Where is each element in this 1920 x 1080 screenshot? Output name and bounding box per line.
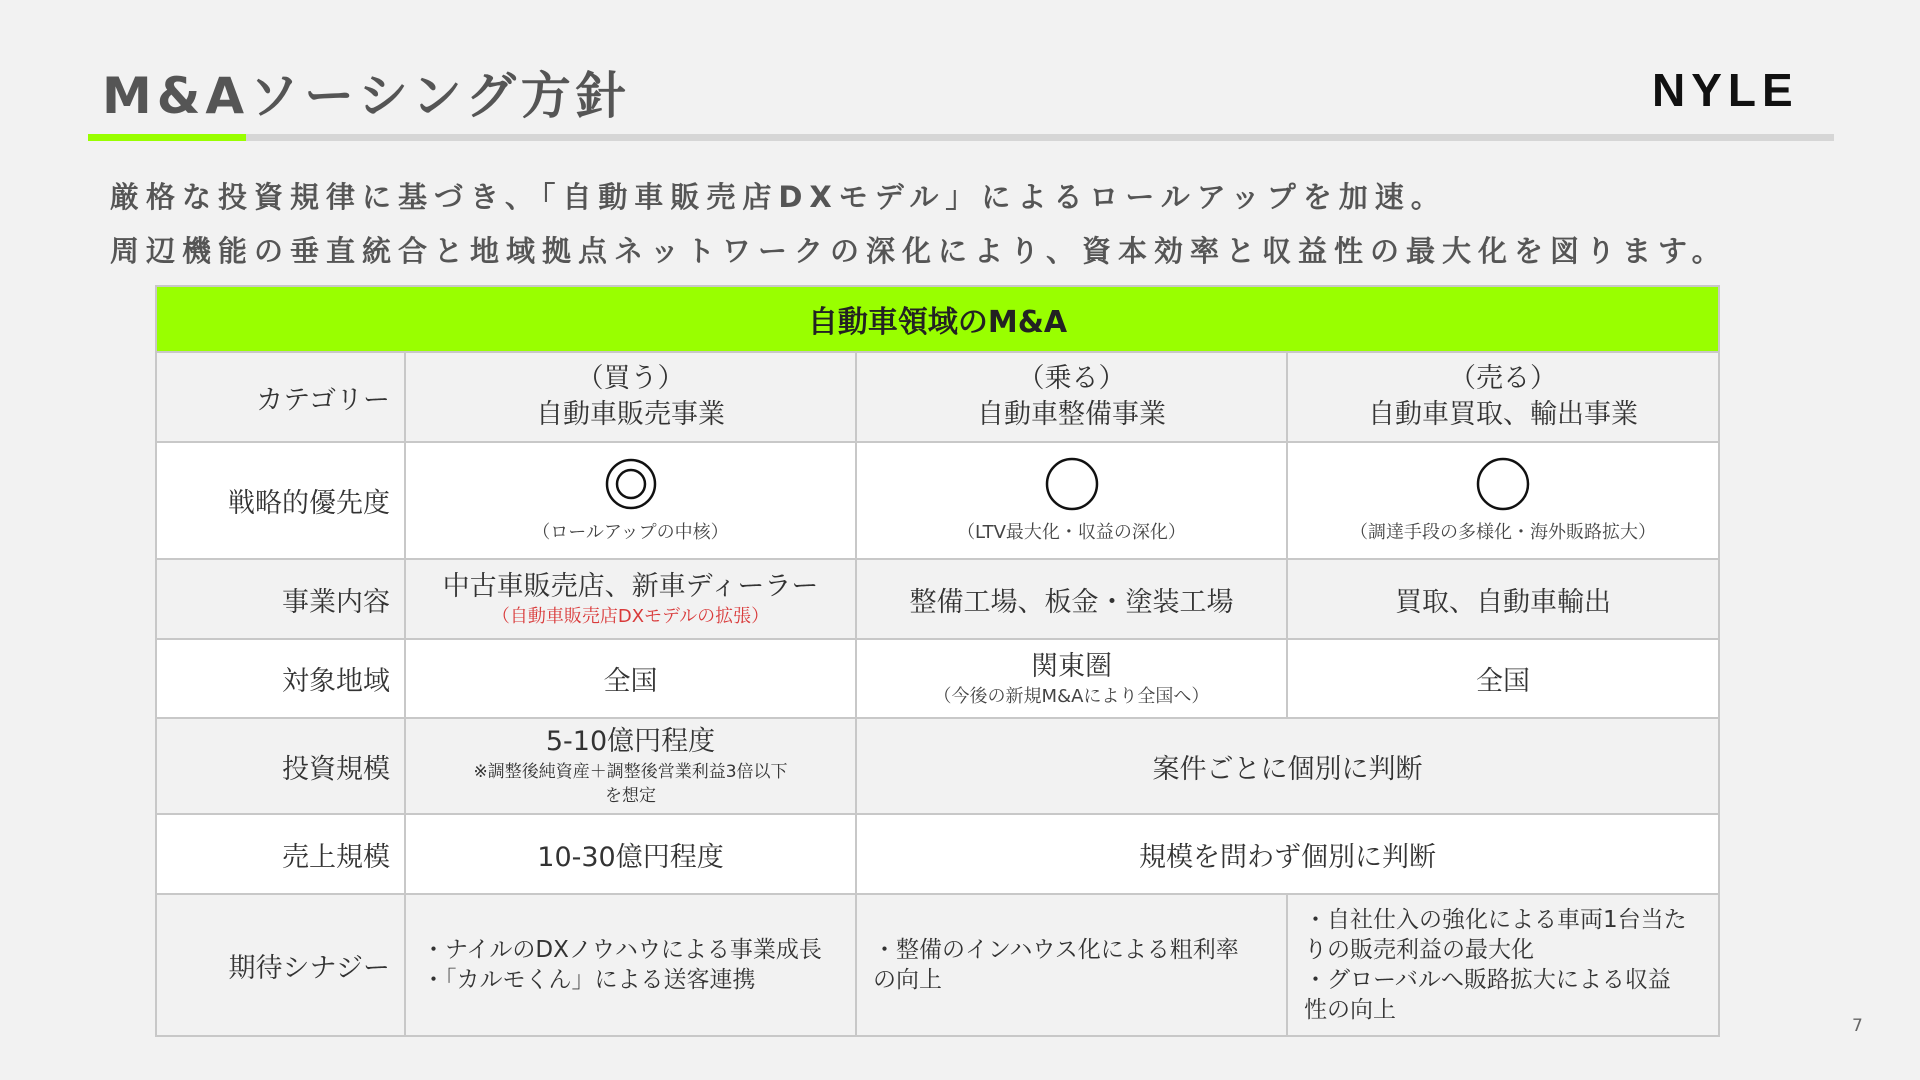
- category-sell-tag: （売る）: [1449, 363, 1558, 394]
- business-buy-main: 中古車販売店、新車ディーラー: [442, 571, 819, 602]
- synergy-sell-line-3: ・グローバルへ販路拡大による収益: [1304, 967, 1671, 993]
- title-underline-accent: [88, 134, 246, 141]
- row-label-investment: 投資規模: [156, 718, 405, 814]
- category-buy-name: 自動車販売事業: [536, 399, 725, 430]
- priority-sell-note: （調達手段の多様化・海外販路拡大）: [1350, 521, 1657, 543]
- synergy-buy-line-2: ・「カルモくん」による送客連携: [422, 967, 756, 993]
- table-row-priority: [156, 442, 1719, 559]
- table-row-business: [156, 559, 1719, 639]
- priority-ride-note: （LTV最大化・収益の深化）: [957, 521, 1186, 543]
- table-row-synergy: [156, 894, 1719, 1036]
- circle-icon: [1045, 457, 1099, 511]
- synergy-sell-line-1: ・自社仕入の強化による車両1台当た: [1304, 907, 1687, 933]
- synergy-sell-line-2: りの販売利益の最大化: [1304, 937, 1534, 963]
- sales-rest: 規模を問わず個別に判断: [856, 814, 1719, 894]
- business-buy: [405, 559, 856, 639]
- investment-buy-note-2: を想定: [605, 786, 656, 806]
- synergy-ride-line-2: の向上: [873, 967, 942, 993]
- synergy-ride-line-1: ・整備のインハウス化による粗利率: [873, 937, 1239, 963]
- category-sell-name: 自動車買取、輸出事業: [1368, 399, 1639, 430]
- priority-ride: [856, 442, 1287, 559]
- region-ride: [856, 639, 1287, 718]
- synergy-sell: [1287, 894, 1719, 1036]
- lead-line-2: 周辺機能の垂直統合と地域拠点ネットワークの深化により、資本効率と収益性の最大化を図ります。: [110, 234, 1728, 268]
- category-ride-name: 自動車整備事業: [977, 399, 1166, 430]
- investment-rest: 案件ごとに個別に判断: [856, 718, 1719, 814]
- row-label-region: 対象地域: [156, 639, 405, 718]
- row-label-sales: 売上規模: [156, 814, 405, 894]
- priority-buy-note: （ロールアップの中核）: [532, 521, 729, 543]
- synergy-buy-line-1: ・ナイルのDXノウハウによる事業成長: [422, 937, 822, 963]
- row-label-priority: 戦略的優先度: [156, 442, 405, 559]
- category-buy: [405, 352, 856, 442]
- synergy-ride: [856, 894, 1287, 1036]
- region-sell: 全国: [1287, 639, 1719, 718]
- row-label-category: カテゴリー: [156, 352, 405, 442]
- region-buy: 全国: [405, 639, 856, 718]
- region-ride-main: 関東圏: [1031, 650, 1112, 682]
- category-sell: [1287, 352, 1719, 442]
- business-ride: 整備工場、板金・塗装工場: [856, 559, 1287, 639]
- category-ride-tag: （乗る）: [1017, 363, 1126, 394]
- circle-icon: [1476, 457, 1530, 511]
- region-ride-note: （今後の新規M&Aにより全国へ）: [933, 685, 1210, 707]
- priority-buy: [405, 442, 856, 559]
- nyle-logo: NYLE: [1652, 64, 1799, 116]
- synergy-sell-line-4: 性の向上: [1304, 997, 1396, 1023]
- investment-buy: [405, 718, 856, 814]
- synergy-buy: [405, 894, 856, 1036]
- page-number: 7: [1852, 1016, 1863, 1036]
- investment-buy-main: 5-10億円程度: [545, 726, 716, 757]
- double-circle-icon: [604, 457, 658, 511]
- row-label-business: 事業内容: [156, 559, 405, 639]
- category-ride: [856, 352, 1287, 442]
- table-header: 自動車領域のM&A: [156, 286, 1719, 352]
- table-row-region: [156, 639, 1719, 718]
- table-row-sales: [156, 814, 1719, 894]
- lead-text: [110, 170, 1728, 278]
- page-title: M&Aソーシング方針: [102, 67, 631, 125]
- table-row-investment: [156, 718, 1719, 814]
- priority-sell: [1287, 442, 1719, 559]
- business-sell: 買取、自動車輸出: [1287, 559, 1719, 639]
- business-buy-note: （自動車販売店DXモデルの拡張）: [491, 606, 770, 627]
- sales-buy: 10-30億円程度: [405, 814, 856, 894]
- lead-line-1: 厳格な投資規律に基づき、「自動車販売店DXモデル」によるロールアップを加速。: [110, 180, 1447, 214]
- title-underline: [88, 134, 1834, 141]
- table-row-category: [156, 352, 1719, 442]
- investment-buy-note-1: ※調整後純資産＋調整後営業利益3倍以下: [473, 762, 788, 782]
- category-buy-tag: （買う）: [576, 363, 685, 394]
- ma-policy-table: [155, 285, 1720, 1037]
- row-label-synergy: 期待シナジー: [156, 894, 405, 1036]
